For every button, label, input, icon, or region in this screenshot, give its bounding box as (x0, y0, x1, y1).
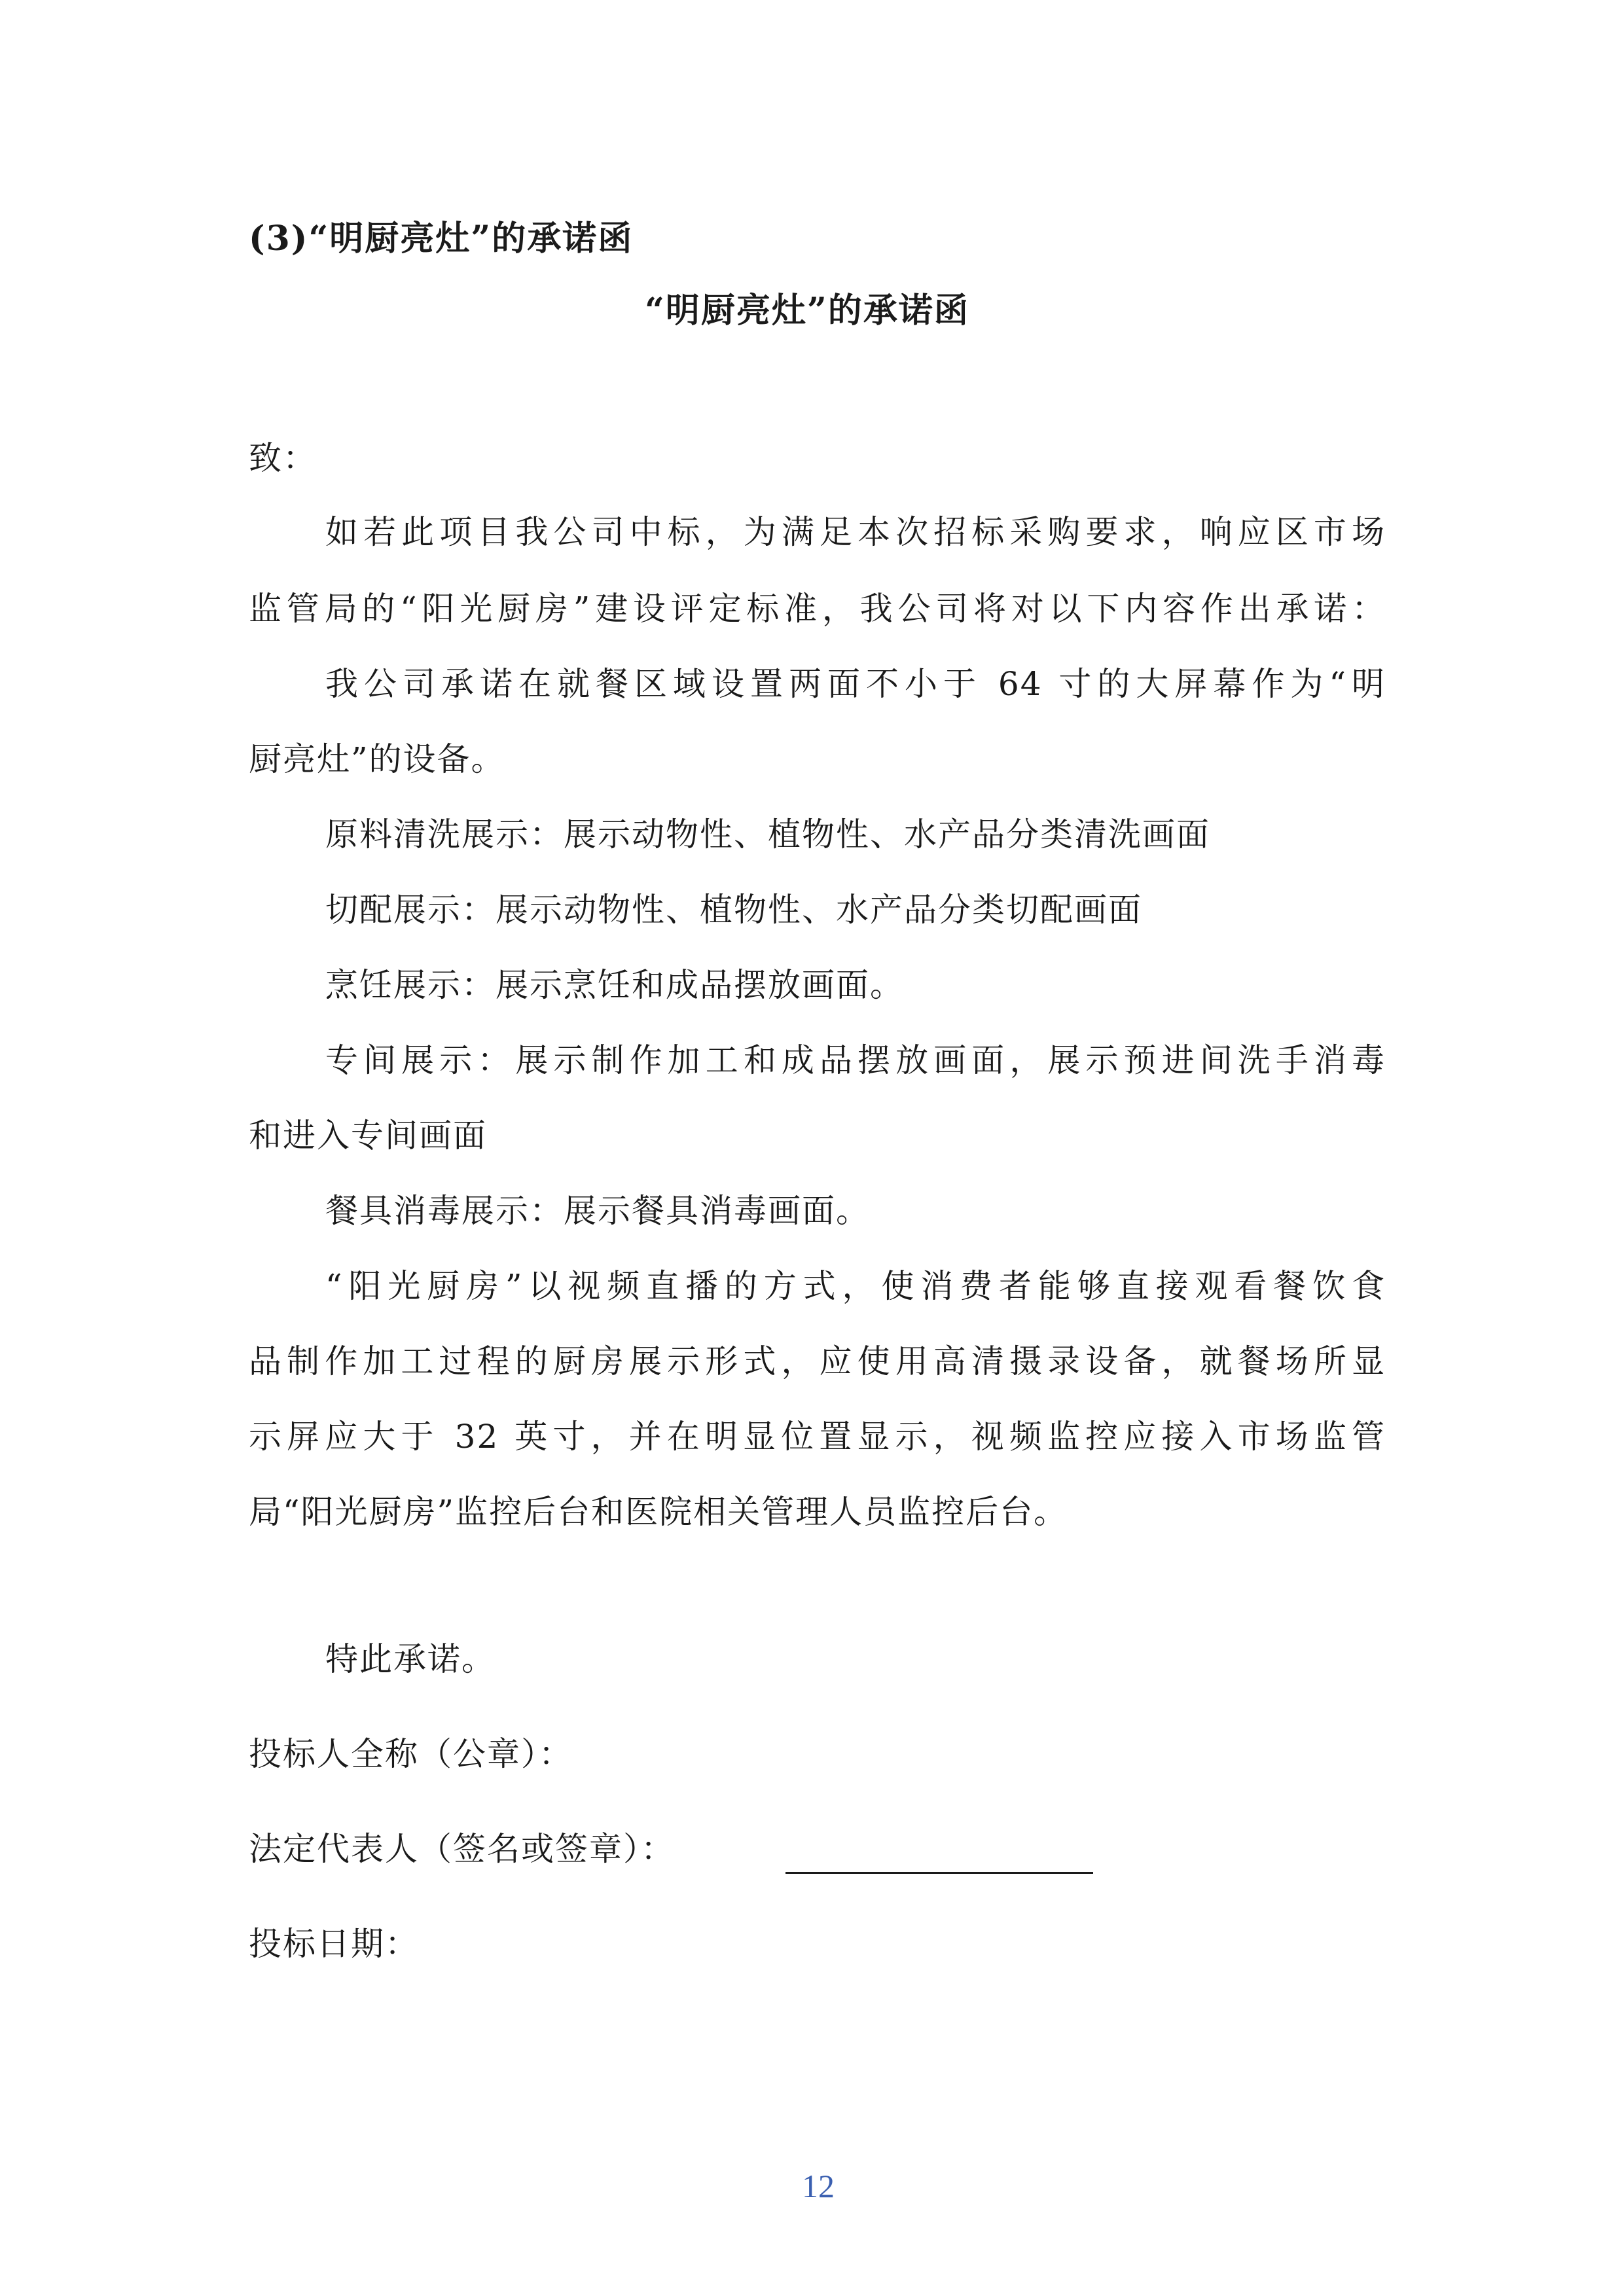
paragraph-8-line-1: “阳光厨房”以视频直播的方式，使消费者能够直接观看餐饮食 (325, 1267, 1386, 1305)
page-number: 12 (802, 2168, 835, 2204)
section-heading: (3)“明厨亮灶”的承诺函 (249, 219, 634, 259)
paragraph-4: 切配展示：展示动物性、植物性、水产品分类切配画面 (325, 891, 1142, 929)
paragraph-3: 原料清洗展示：展示动物性、植物性、水产品分类清洗画面 (325, 816, 1210, 853)
legal-rep-label: 法定代表人（签名或签章）： (249, 1830, 675, 1868)
bid-date-label: 投标日期： (249, 1925, 419, 1963)
bidder-name-label: 投标人全称（公章）： (249, 1735, 573, 1773)
document-title: “明厨亮灶”的承诺函 (645, 291, 969, 331)
paragraph-2-line-2: 厨亮灶”的设备。 (249, 740, 505, 778)
paragraph-6-line-1: 专间展示：展示制作加工和成品摆放画面，展示预进间洗手消毒 (325, 1041, 1386, 1079)
signature-line (785, 1872, 1093, 1874)
salutation: 致： (249, 439, 317, 477)
paragraph-1-line-1: 如若此项目我公司中标，为满足本次招标采购要求，响应区市场 (325, 513, 1386, 551)
closing-statement: 特此承诺。 (325, 1640, 496, 1678)
paragraph-7: 餐具消毒展示：展示餐具消毒画面。 (325, 1192, 870, 1230)
paragraph-5: 烹饪展示：展示烹饪和成品摆放画面。 (325, 966, 904, 1004)
paragraph-8-line-3: 示屏应大于 32 英寸，并在明显位置显示，视频监控应接入市场监管 (249, 1418, 1386, 1456)
paragraph-8-line-4: 局“阳光厨房”监控后台和医院相关管理人员监控后台。 (249, 1493, 1068, 1531)
paragraph-1-line-2: 监管局的“阳光厨房”建设评定标准，我公司将对以下内容作出承诺： (249, 590, 1386, 628)
paragraph-2-line-1: 我公司承诺在就餐区域设置两面不小于 64 寸的大屏幕作为“明 (325, 665, 1386, 703)
paragraph-6-line-2: 和进入专间画面 (249, 1117, 487, 1155)
paragraph-8-line-2: 品制作加工过程的厨房展示形式，应使用高清摄录设备，就餐场所显 (249, 1342, 1386, 1380)
